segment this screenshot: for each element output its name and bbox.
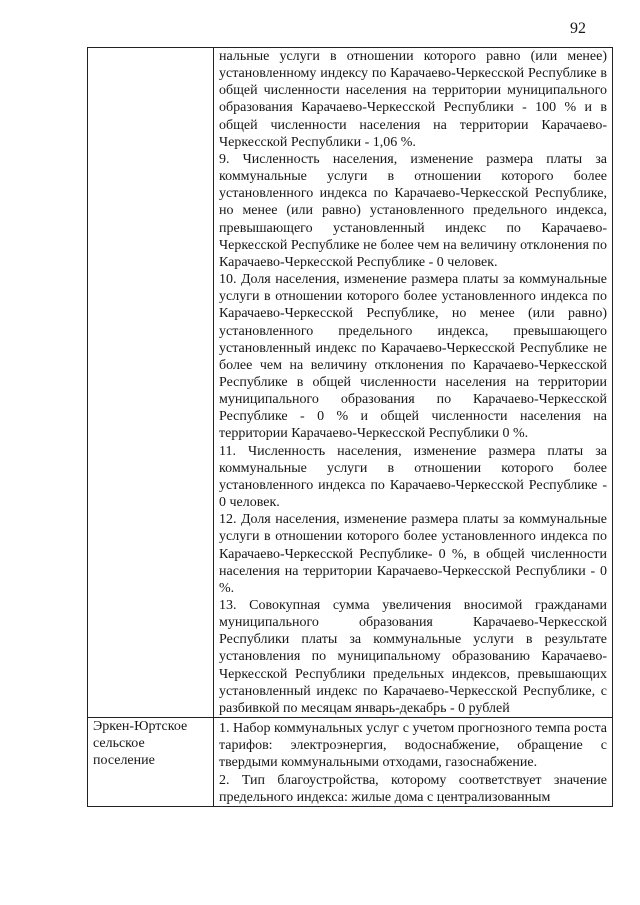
paragraph-item-2: 2. Тип благоустройства, которому соответствует значение предельного индекса: жилые дома с централизованным: [219, 772, 607, 805]
paragraph-item-13: 13. Совокупная сумма увеличения вносимой гражданами муниципального образования Карачаево-Черкесской Республики платы за коммунальные услуги в результате установления по муниципальному образованию Карачаево-Черкесской Республики предельных индексов, превышающих установленный индекс по Карачаево-Черкесской Республике, с разбивкой по месяцам январь-декабрь - 0 рублей: [219, 598, 607, 716]
municipality-cell: Эркен-Юртское сельское поселение: [88, 718, 214, 807]
paragraph-continuation: нальные услуги в отношении которого равно (или менее) установленному индексу по Карачаево-Черкесской Республике в общей численности населения на территории муниципального образования Карачаево-Черкесской Республики - 100 % и в общей численности населения на территории Карачаево-Черкесской Республики - 1,06 %.: [219, 49, 607, 150]
paragraph-item-9: 9. Численность населения, изменение размера платы за коммунальные услуги в отношении которого более установленного индекса по Карачаево-Черкесской Республике, но менее (или равно) установленного предельного индекса, превышающего установленный индекс по Карачаево-Черкесской Республике не более чем на величину отклонения по Карачаево-Черкесской Республике - 0 человек.: [219, 151, 607, 270]
indicators-cell: [214, 48, 613, 718]
table-row: [88, 718, 613, 807]
indices-table: [87, 47, 613, 807]
page-number: 92: [570, 20, 586, 37]
municipality-cell: [88, 48, 214, 718]
paragraph-item-1: 1. Набор коммунальных услуг с учетом прогнозного темпа роста тарифов: электроэнергия, водоснабжение, обращение с твердыми коммунальными отходами, газоснабжение.: [219, 721, 607, 771]
paragraph-item-10: 10. Доля населения, изменение размера платы за коммунальные услуги в отношении которого более установленного индекса по Карачаево-Черкесской Республике, но менее (или равно) установленного предельного индекса, превышающего установленный индекс по Карачаево-Черкесской Республике не более чем на величину отклонения по Карачаево-Черкесской Республике в общей численности населения на территории муниципального образования по Карачаево-Черкесской Республике - 0 % и общей численности населения на территории Карачаево-Черкесской Республики 0 %.: [219, 272, 607, 442]
indicators-cell: [214, 718, 613, 807]
paragraph-item-11: 11. Численность населения, изменение размера платы за коммунальные услуги в отношении которого более установленного индекса по Карачаево-Черкесской Республике - 0 человек.: [219, 443, 607, 511]
table-row: [88, 48, 613, 718]
paragraph-item-12: 12. Доля населения, изменение размера платы за коммунальные услуги в отношении которого более установленного индекса по Карачаево-Черкесской Республике- 0 %, в общей численности населения на территории Карачаево-Черкесской Республики - 0 %.: [219, 512, 607, 596]
